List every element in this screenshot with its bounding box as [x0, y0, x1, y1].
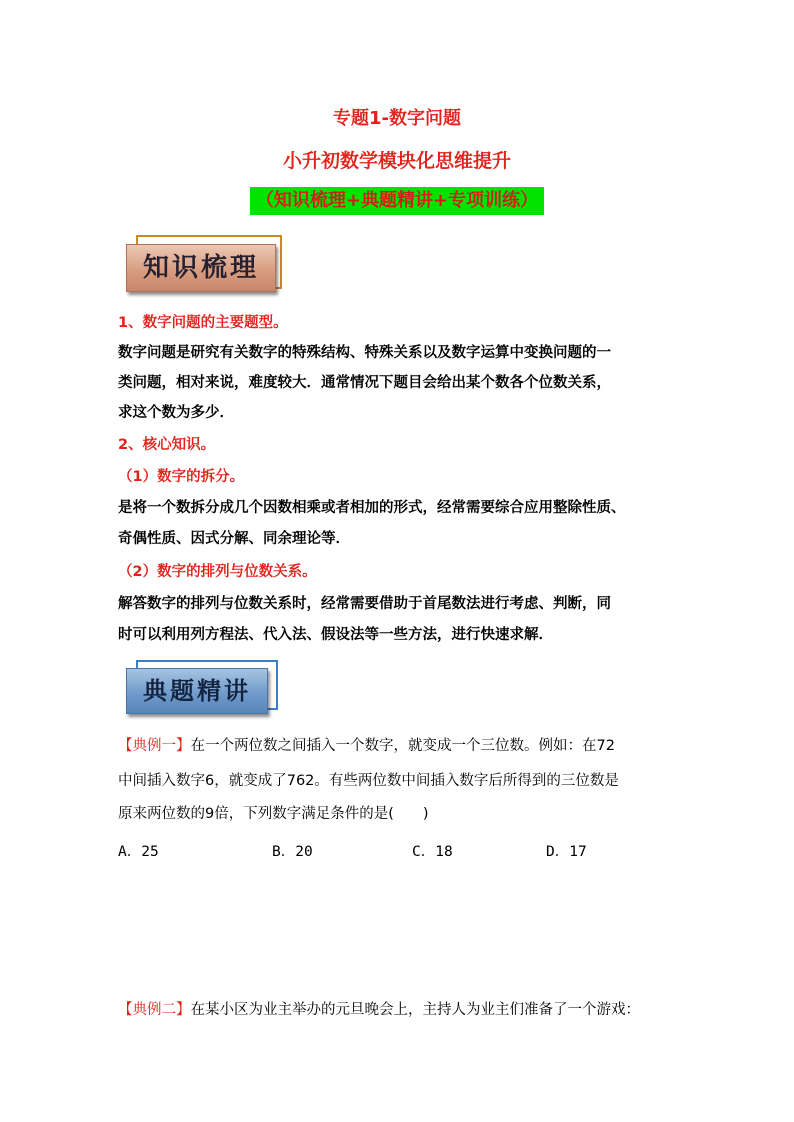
option-d: D．17 — [546, 844, 587, 860]
point1-line1: 是将一个数拆分成几个因数相乘或者相加的形式，经常需要综合应用整除性质、 — [118, 500, 626, 516]
examples-banner-label: 典题精讲 — [143, 676, 251, 705]
section2-heading: 2、核心知识。 — [118, 437, 216, 453]
tagline-wrapper — [0, 187, 794, 215]
page-title: 专题1-数字问题 — [333, 108, 461, 129]
example1-line1 — [118, 731, 688, 761]
example2-line1 — [118, 995, 688, 1025]
option-b: B．20 — [272, 844, 313, 860]
example1-tag: 【典例一】 — [118, 738, 191, 754]
point1-line2: 奇偶性质、因式分解、同余理论等． — [118, 531, 350, 547]
example2-text1: 在某小区为业主举办的元旦晚会上，主持人为业主们准备了一个游戏： — [190, 1002, 640, 1018]
section1-line2: 类问题，相对来说，难度较大．通常情况下题目会给出某个数各个位数关系， — [118, 375, 611, 391]
example1-text1: 在一个两位数之间插入一个数字，就变成一个三位数。例如：在72 — [190, 738, 615, 754]
option-a: A．25 — [118, 844, 159, 860]
knowledge-banner-label: 知识梳理 — [142, 253, 259, 283]
point1-heading: （1）数字的拆分。 — [118, 469, 245, 485]
section1-heading: 1、数字问题的主要题型。 — [118, 315, 288, 331]
example1-line2: 中间插入数字6，就变成了762。有些两位数中间插入数字后所得到的三位数是 — [118, 773, 619, 789]
point2-line1: 解答数字的排列与位数关系时，经常需要借助于首尾数法进行考虑、判断，同 — [118, 596, 611, 612]
point2-heading: （2）数字的排列与位数关系。 — [118, 564, 317, 580]
tagline-highlight: （知识梳理+典题精讲+专项训练） — [250, 187, 544, 215]
section1-line3: 求这个数为多少． — [118, 405, 234, 421]
example2-tag: 【典例二】 — [118, 1002, 191, 1018]
examples-banner — [126, 668, 268, 714]
knowledge-banner — [126, 244, 276, 292]
point2-line2: 时可以利用列方程法、代入法、假设法等一些方法，进行快速求解． — [118, 627, 553, 643]
option-c: C．18 — [412, 844, 453, 860]
page-subtitle: 小升初数学模块化思维提升 — [282, 150, 511, 172]
example1-line3: 原来两位数的9倍，下列数字满足条件的是( ) — [118, 806, 429, 822]
section1-line1: 数字问题是研究有关数字的特殊结构、特殊关系以及数字运算中变换问题的一 — [118, 345, 611, 361]
